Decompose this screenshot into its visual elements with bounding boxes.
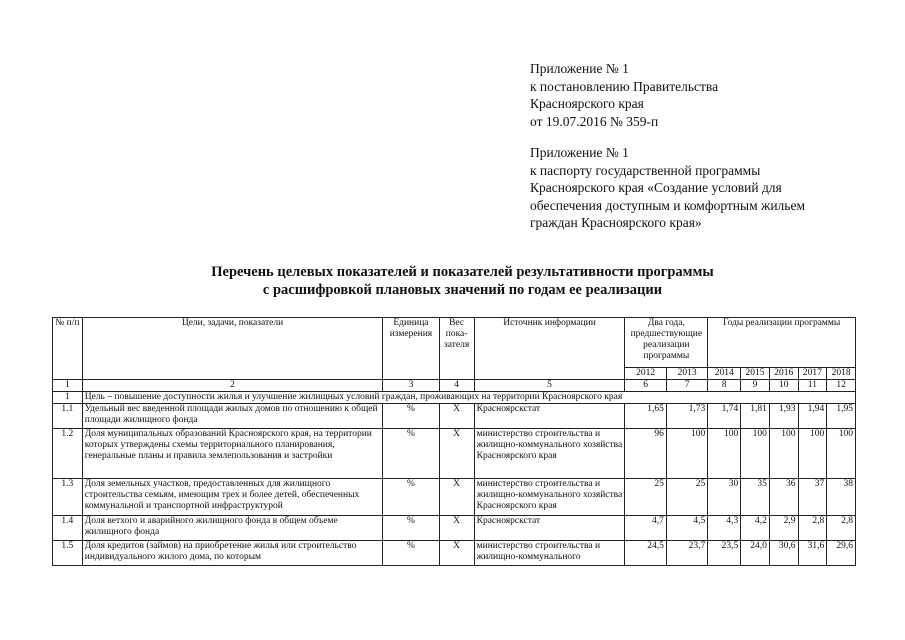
row-num: 1.4 [53,516,83,541]
row-indicator: Доля ветхого и аварийного жилищного фонда в общем объеме жилищного фонда [82,516,383,541]
row-source: Красноярскстат [474,516,625,541]
row-indicator: Доля муниципальных образований Красноярского края, на территории которых утверждены схемы территориального планирования, генеральные планы и правила землепользования и застройки [82,429,383,479]
col-number: 4 [439,380,474,392]
row-num: 1.2 [53,429,83,479]
row-value: 30,6 [769,541,798,566]
document-title [0,264,905,299]
row-value: 1,95 [827,404,856,429]
year-cell: 2015 [741,368,770,380]
row-value: 4,2 [741,516,770,541]
row-value: 1,65 [625,404,666,429]
header-num: № п/п [53,318,83,380]
row-value: 1,93 [769,404,798,429]
col-number: 9 [741,380,770,392]
row-value: 2,9 [769,516,798,541]
year-cell: 2017 [798,368,827,380]
col-number: 1 [53,380,83,392]
row-weight: Х [439,516,474,541]
col-number: 7 [666,380,707,392]
table-row [53,516,856,541]
annex-line: обеспечения доступным и комфортным жильем [530,197,805,213]
row-unit: % [383,541,439,566]
goal-num: 1 [53,392,83,404]
goal-text: Цель – повышение доступности жилья и улучшение жилищных условий граждан, проживающих на территории Красноярского края [82,392,855,404]
row-unit: % [383,516,439,541]
row-value: 23,5 [708,541,741,566]
row-value: 2,8 [798,516,827,541]
annex-line: Красноярского края [530,96,644,111]
goal-row [53,392,856,404]
col-number: 5 [474,380,625,392]
row-value: 29,6 [827,541,856,566]
year-cell: 2014 [708,368,741,380]
indicators-table [52,317,856,566]
header-program-years: Годы реализации программы [708,318,856,368]
year-cell: 2013 [666,368,707,380]
row-source: министерство строительства и жилищно-коммунального [474,541,625,566]
row-indicator: Доля кредитов (займов) на приобретение жилья или строительство индивидуального жилого дома, по которым [82,541,383,566]
row-value: 1,81 [741,404,770,429]
annex-line: граждан Красноярского края» [530,215,702,230]
row-num: 1.3 [53,479,83,516]
annex-line: к постановлению Правительства [530,78,719,94]
row-value: 38 [827,479,856,516]
header-prev-years: Два года, предшествующие реализации программы [625,318,708,368]
annex-line: Приложение № 1 [530,145,629,160]
row-value: 2,8 [827,516,856,541]
row-value: 24,5 [625,541,666,566]
row-unit: % [383,404,439,429]
annex-line: от 19.07.2016 № 359-п [530,113,659,129]
annex-line: Приложение № 1 [530,61,629,76]
year-cell: 2012 [625,368,666,380]
row-source: министерство строительства и жилищно-коммунального хозяйства Красноярского края [474,479,625,516]
row-value: 4,5 [666,516,707,541]
column-numbers-row [53,380,856,392]
annex-resolution [530,60,718,130]
row-weight: Х [439,404,474,429]
col-number: 10 [769,380,798,392]
row-value: 24,0 [741,541,770,566]
row-value: 96 [625,429,666,479]
row-value: 23,7 [666,541,707,566]
header-row [53,318,856,368]
row-value: 4,7 [625,516,666,541]
col-number: 3 [383,380,439,392]
col-number: 11 [798,380,827,392]
row-value: 1,73 [666,404,707,429]
header-weight: Вес пока-зателя [439,318,474,380]
title-line-2: с расшифровкой плановых значений по годам ее реализации [262,281,663,298]
annex-line: к паспорту государственной программы [530,162,761,178]
title-line-1: Перечень целевых показателей и показателей результативности программы [211,264,714,280]
row-value: 100 [769,429,798,479]
col-number: 2 [82,380,383,392]
row-value: 31,6 [798,541,827,566]
row-value: 25 [625,479,666,516]
row-num: 1.5 [53,541,83,566]
col-number: 8 [708,380,741,392]
row-value: 100 [666,429,707,479]
row-source: министерство строительства и жилищно-коммунального хозяйства Красноярского края [474,429,625,479]
row-weight: Х [439,429,474,479]
header-goals: Цели, задачи, показатели [82,318,383,380]
row-value: 37 [798,479,827,516]
row-value: 30 [708,479,741,516]
row-value: 1,94 [798,404,827,429]
year-cell: 2018 [827,368,856,380]
row-weight: Х [439,541,474,566]
row-indicator: Удельный вес введенной площади жилых домов по отношению к общей площади жилищного фонда [82,404,383,429]
row-value: 35 [741,479,770,516]
annex-line: Красноярского края «Создание условий для [530,180,782,195]
row-value: 1,74 [708,404,741,429]
table-row [53,479,856,516]
row-indicator: Доля земельных участков, предоставленных для жилищного строительства семьям, имеющим трех и более детей, обеспеченных коммунальной и транспортной инфраструктурой [82,479,383,516]
row-value: 100 [798,429,827,479]
header-unit: Единица измерения [383,318,439,380]
row-unit: % [383,429,439,479]
col-number: 12 [827,380,856,392]
row-weight: Х [439,479,474,516]
row-num: 1.1 [53,404,83,429]
row-value: 36 [769,479,798,516]
row-value: 4,3 [708,516,741,541]
row-value: 100 [708,429,741,479]
row-value: 100 [827,429,856,479]
row-unit: % [383,479,439,516]
table-row [53,429,856,479]
table-row [53,404,856,429]
col-number: 6 [625,380,666,392]
row-value: 100 [741,429,770,479]
year-cell: 2016 [769,368,798,380]
table-row [53,541,856,566]
row-value: 25 [666,479,707,516]
row-source: Красноярскстат [474,404,625,429]
header-source: Источник информации [474,318,625,380]
annex-passport [530,144,860,232]
